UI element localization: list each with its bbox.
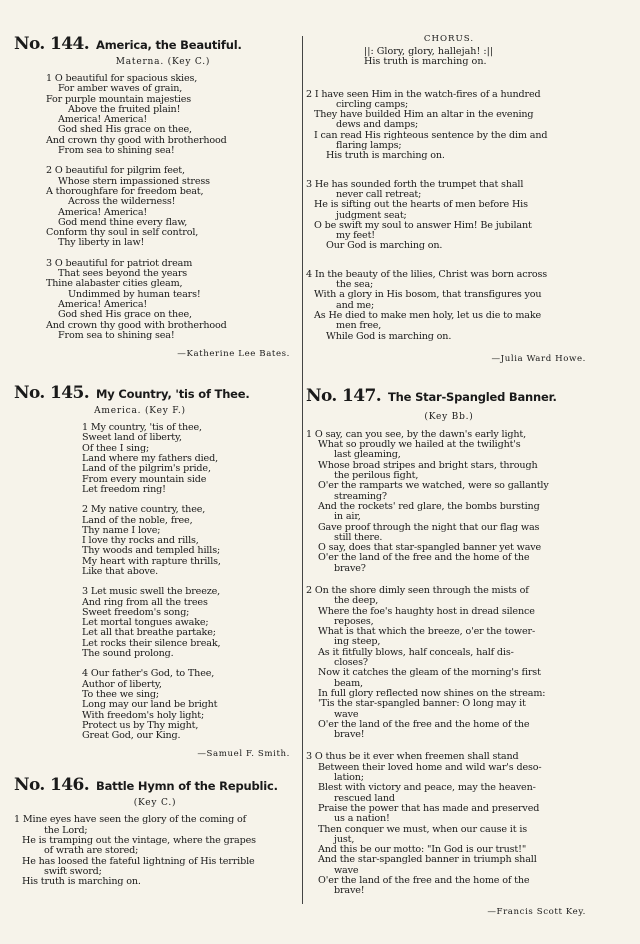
hymn-147 (306, 386, 592, 917)
verse-line: brave? (334, 562, 366, 574)
hymn-147-heading (306, 386, 592, 406)
verse-line: What is that which the breeze, o'er the tower- (318, 626, 536, 638)
verse-line: swift sword; (44, 865, 102, 877)
verse-line: 1 Mine eyes have seen the glory of the coming of (14, 814, 247, 826)
verse-line: Like that above. (82, 565, 159, 577)
verse-line: 3 Let music swell the breeze, (82, 586, 221, 598)
verse-line: 3 O thus be it ever when freemen shall stand (306, 751, 519, 763)
verse-line: beam, (334, 677, 363, 689)
hymn-146-heading (14, 775, 296, 795)
verse-line: Across the wilderness! (68, 196, 176, 208)
verse-line: Gave proof through the night that our flag was (318, 521, 540, 533)
verse-line: And crown thy good with brotherhood (46, 134, 227, 146)
verse-4 (14, 669, 296, 741)
verse-line: wave (334, 708, 359, 720)
verse-line: Author of liberty, (82, 678, 162, 690)
verse-line: circling camps; (336, 98, 409, 110)
verse-line: I love thy rocks and rills, (82, 535, 199, 547)
hymn-title: My Country, 'tis of Thee. (96, 387, 250, 402)
verse-line: With a glory in His bosom, that transfigures you (314, 289, 542, 301)
verse-line: America! America! (58, 298, 148, 310)
verse-line: Land of the noble, free, (82, 514, 193, 526)
verse-line: He is tramping out the vintage, where the grapes (22, 835, 256, 847)
hymn-number: No. 146. (14, 775, 90, 796)
hymn-number: No. 147. (306, 385, 382, 406)
verse-line: Between their loved home and wild war's deso- (318, 761, 542, 773)
verse-line: To thee we sing; (82, 688, 160, 700)
chorus-line: ||: Glory, glory, hallejah! :|| (364, 46, 494, 57)
verse-line: Thy name I love; (82, 524, 161, 536)
verse-line: the perilous fight, (334, 470, 419, 482)
verse-line: 1 My country, 'tis of thee, (82, 422, 202, 434)
verse-line: O say, does that star-spangled banner yet wave (318, 542, 542, 554)
verse-3 (14, 587, 296, 659)
verse-line: brave! (334, 729, 365, 741)
verse-line: Land of the pilgrim's pride, (82, 463, 211, 475)
verse-line: Let freedom ring! (82, 483, 166, 495)
verse-line: us a nation! (334, 813, 390, 825)
verse-line: lation; (334, 772, 364, 784)
hymn-146 (14, 775, 296, 887)
verse-line: As He died to make men holy, let us die to make (314, 309, 542, 321)
verse-line: closes? (334, 657, 368, 669)
hymn-title: Battle Hymn of the Republic. (96, 779, 278, 794)
verse-line: Sweet land of liberty, (82, 432, 182, 444)
verse-line: and me; (336, 299, 375, 311)
author-credit: —Francis Scott Key. (487, 906, 586, 917)
verse-line: God mend thine every flaw, (58, 216, 188, 228)
verse-line: O be swift my soul to answer Him! Be jubilant (314, 219, 532, 231)
hymn-145 (14, 383, 296, 759)
verse-2 (14, 166, 296, 248)
verse-line: 3 He has sounded forth the trumpet that shall (306, 178, 524, 190)
verse-line: Above the fruited plain! (68, 103, 181, 115)
hymn-title: The Star-Spangled Banner. (388, 389, 557, 404)
tune-key: America. (Key F.) (94, 406, 186, 417)
verse-1 (14, 423, 296, 495)
tune-key: Materna. (Key C.) (115, 57, 211, 67)
verse-line: the Lord; (44, 824, 88, 836)
verse-line: Sweet freedom's song; (82, 606, 190, 618)
verse-line: They have builded Him an altar in the evening (314, 109, 534, 121)
verses (14, 423, 296, 741)
verse-line: America! America! (58, 114, 148, 126)
verse-line: Protect us by Thy might, (82, 719, 199, 731)
verse-2 (306, 586, 592, 740)
verse-line: wave (334, 864, 359, 876)
verse-line: my feet! (336, 230, 375, 242)
verse-line: 2 I have seen Him in the watch-fires of a hundred (306, 88, 541, 100)
verse-line: Let all that breathe partake; (82, 627, 216, 639)
verse-line: ing steep, (334, 636, 381, 648)
verse-line: dews and damps; (336, 119, 419, 131)
verse-line: the deep, (334, 595, 379, 607)
verse-line: For amber waves of grain, (58, 83, 183, 95)
verse-line: of wrath are stored; (44, 845, 139, 857)
verse-line: God shed His grace on thee, (58, 309, 192, 321)
chorus-label: CHORUS. (423, 34, 475, 44)
verse-2 (306, 180, 592, 252)
author-credit: —Samuel F. Smith. (197, 749, 290, 760)
verse-line: My heart with rapture thrills, (82, 555, 221, 567)
verse-line: And crown thy good with brotherhood (46, 319, 227, 331)
verse-line: the sea; (336, 279, 374, 291)
verse-line: Now it catches the gleam of the morning's first (318, 667, 541, 679)
chorus (306, 47, 592, 68)
verse-line: never call retreat; (336, 188, 422, 200)
verse-line: 4 In the beauty of the lilies, Christ was born across (306, 268, 548, 280)
hymn-number: No. 144. (14, 34, 90, 54)
verse-line: Undimmed by human tears! (68, 288, 201, 300)
verse-3 (14, 259, 296, 341)
verse-line: That sees beyond the years (58, 268, 188, 280)
verse-line: 2 My native country, thee, (82, 504, 206, 516)
verse-2 (14, 505, 296, 577)
verse-1 (306, 90, 592, 162)
author-credit: —Julia Ward Howe. (491, 353, 586, 364)
verse-line: O'er the land of the free and the home of the (318, 875, 530, 886)
verse-line: Thy liberty in law! (58, 237, 145, 249)
tune-key: (Key C.) (133, 798, 177, 809)
verse-line: 'Tis the star-spangled banner: O long may it (318, 698, 526, 710)
verse-line: O'er the land of the free and the home of the (318, 718, 530, 730)
verse-line: His truth is marching on. (326, 150, 445, 162)
hymn-146-continued (306, 34, 592, 364)
verse-line: And the star-spangled banner in triumph shall (318, 854, 537, 866)
verse-1 (306, 430, 592, 574)
verse-line: A thoroughfare for freedom beat, (46, 185, 204, 197)
verse-line: brave! (334, 885, 365, 897)
verse-line: In full glory reflected now shines on the stream: (318, 687, 546, 699)
right-column (306, 34, 592, 917)
tune-key: (Key Bb.) (424, 411, 474, 422)
verses (306, 90, 592, 342)
verse-line: last gleaming, (334, 449, 401, 461)
left-column (14, 34, 296, 898)
verse-line: 3 O beautiful for patriot dream (46, 257, 193, 269)
verse-line: Then conquer we must, when our cause it is (318, 823, 528, 835)
verse-line: 2 O beautiful for pilgrim feet, (46, 165, 185, 177)
verse-line: Let rocks their silence break, (82, 637, 221, 649)
verse-line: just, (334, 833, 355, 845)
verse-line: Whose broad stripes and bright stars, through (318, 459, 538, 471)
verse-line: The sound prolong. (82, 648, 174, 660)
verse-line: What so proudly we hailed at the twilight's (318, 439, 521, 451)
verse-3 (306, 270, 592, 342)
verse-line: He has loosed the fateful lightning of His terrible (22, 855, 255, 867)
verse-line: Blest with victory and peace, may the heaven- (318, 782, 536, 794)
hymn-145-heading (14, 383, 296, 403)
chorus-line: His truth is marching on. (364, 56, 487, 68)
verses (306, 430, 592, 897)
verse-line: America! America! (58, 206, 148, 218)
verse-line: And ring from all the trees (82, 596, 208, 608)
verse-3 (306, 752, 592, 896)
hymn-number: No. 145. (14, 383, 90, 404)
verse-line: judgment seat; (336, 209, 407, 221)
verse-line: As it fitfully blows, half conceals, half dis- (318, 646, 514, 658)
verse-line: With freedom's holy light; (82, 709, 205, 721)
verse-line: Great God, our King. (82, 730, 181, 742)
verse-line: Land where my fathers died, (82, 453, 218, 465)
verse-line: God shed His grace on thee, (58, 124, 192, 136)
verse-line: in air, (334, 511, 361, 523)
verse-line: Of thee I sing; (82, 442, 150, 454)
hymn-144-heading (14, 34, 296, 54)
verse-line: His truth is marching on. (22, 876, 141, 888)
verse-line: men free, (336, 320, 382, 332)
verse-line: Praise the power that has made and preserved (318, 802, 540, 814)
verse-line: Thine alabaster cities gleam, (46, 278, 183, 290)
verse-line: From sea to shining sea! (58, 329, 175, 341)
author-credit: —Katherine Lee Bates. (177, 349, 290, 360)
verse-line: Conform thy soul in self control, (46, 227, 199, 239)
verse-1 (14, 815, 296, 887)
verse-line: still there. (334, 531, 383, 543)
verse-line: From sea to shining sea! (58, 145, 175, 157)
verse-line: Thy woods and templed hills; (82, 545, 221, 557)
verse-line: Let mortal tongues awake; (82, 617, 209, 629)
verse-line: flaring lamps; (336, 140, 402, 152)
verse-line: I can read His righteous sentence by the dim and (314, 129, 548, 141)
verse-line: While God is marching on. (326, 330, 452, 342)
verse-line: O'er the ramparts we watched, were so gallantly (318, 480, 549, 492)
verse-line: From every mountain side (82, 473, 207, 485)
verse-line: He is sifting out the hearts of men before His (314, 199, 528, 211)
verse-1 (14, 74, 296, 156)
verse-line: rescued land (334, 792, 395, 804)
column-divider (302, 36, 303, 904)
verse-line: reposes, (334, 615, 374, 627)
verse-line: streaming? (334, 490, 387, 502)
verse-line: And the rockets' red glare, the bombs bursting (318, 500, 540, 512)
verse-line: 1 O say, can you see, by the dawn's early light, (306, 428, 526, 440)
verse-line: Our God is marching on. (326, 240, 443, 252)
verse-line: 4 Our father's God, to Thee, (82, 668, 215, 680)
verse-line: Long may our land be bright (82, 699, 218, 711)
hymn-title: America, the Beautiful. (96, 38, 242, 52)
verse-line: O'er the land of the free and the home of the (318, 552, 530, 564)
hymn-144 (14, 34, 296, 359)
verse-line: And this be our motto: "In God is our trust!" (318, 844, 527, 856)
verse-line: 2 On the shore dimly seen through the mists of (306, 584, 529, 596)
verse-line: 1 O beautiful for spacious skies, (46, 73, 198, 84)
verse-line: Where the foe's haughty host in dread silence (318, 605, 535, 617)
verses (14, 74, 296, 341)
verse-line: For purple mountain majesties (46, 93, 192, 105)
verse-line: Whose stern impassioned stress (58, 175, 210, 187)
